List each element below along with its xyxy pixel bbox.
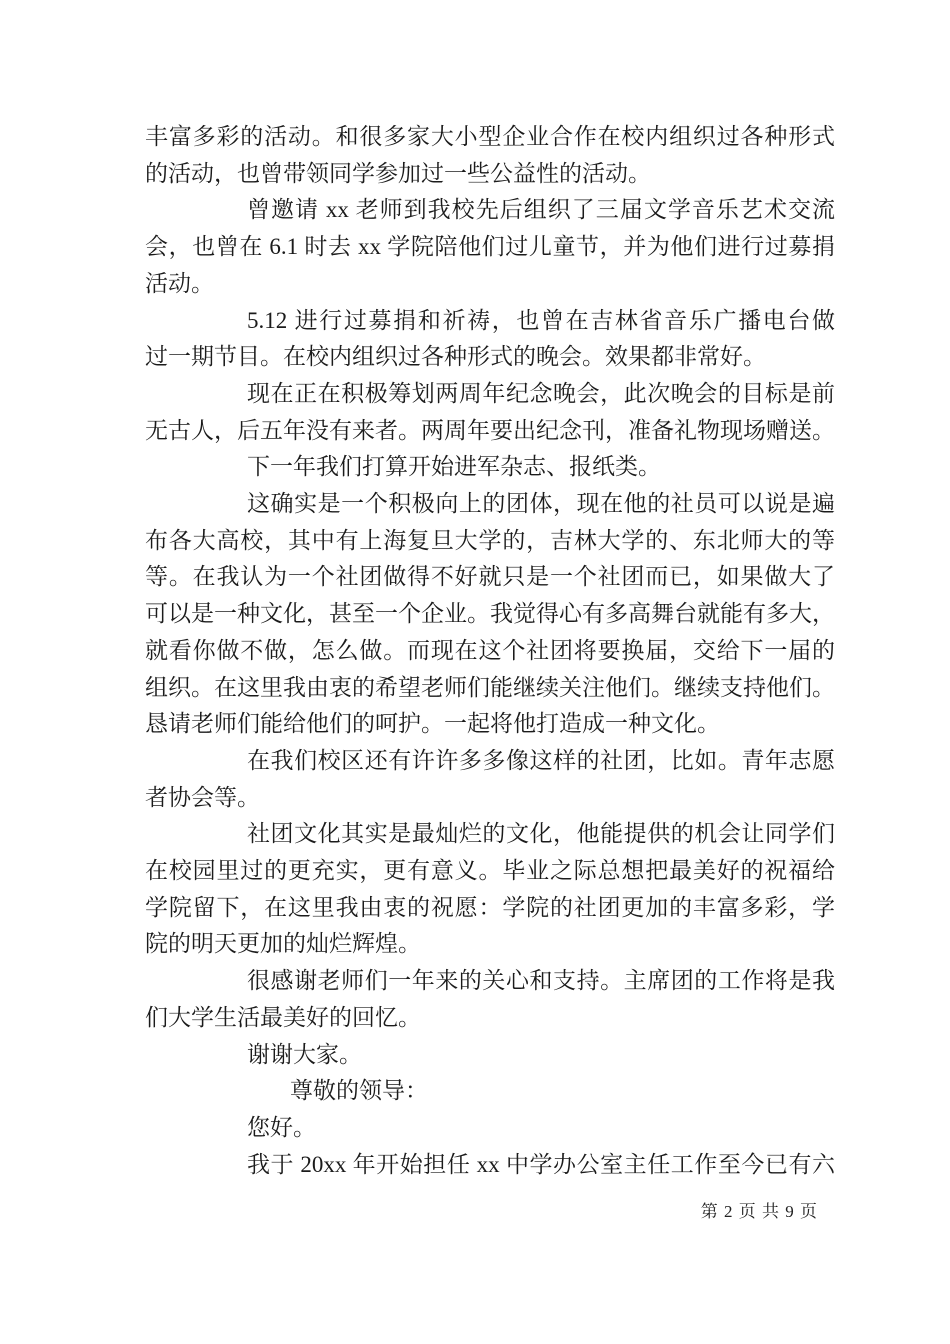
text-line: 下一年我们打算开始进军杂志、报纸类。 — [247, 454, 661, 480]
text-line: 恳请老师们能给他们的呵护。一起将他打造成一种文化。 — [145, 711, 720, 737]
text-line: 组织。在这里我由衷的希望老师们能继续关注他们。继续支持他们。 — [145, 674, 835, 700]
text-line: 会，也曾在 6.1 时去 xx 学院陪他们过儿童节，并为他们进行过募捐 — [145, 234, 835, 260]
text-line: 您好。 — [247, 1114, 316, 1140]
text-line: 这确实是一个积极向上的团体，现在他的社员可以说是遍 — [247, 491, 835, 517]
text-line: 在校园里过的更充实，更有意义。毕业之际总想把最美好的祝福给 — [145, 858, 835, 884]
page-number-indicator: 第 2 页 共 9 页 — [700, 1202, 818, 1221]
text-line: 在我们校区还有许许多多像这样的社团，比如。青年志愿 — [247, 747, 835, 773]
text-line: 可以是一种文化，甚至一个企业。我觉得心有多高舞台就能有多大， — [145, 601, 835, 627]
text-line: 学院留下，在这里我由衷的祝愿：学院的社团更加的丰富多彩，学 — [145, 894, 835, 920]
text-line: 就看你做不做，怎么做。而现在这个社团将要换届，交给下一届的 — [145, 637, 835, 663]
document-text-block — [145, 119, 835, 1183]
text-line: 们大学生活最美好的回忆。 — [145, 1004, 421, 1030]
text-line: 丰富多彩的活动。和很多家大小型企业合作在校内组织过各种形式 — [145, 124, 835, 149]
text-line: 无古人，后五年没有来者。两周年要出纪念刊，准备礼物现场赠送。 — [145, 417, 835, 443]
text-line: 5.12 进行过募捐和祈祷，也曾在吉林省音乐广播电台做 — [247, 307, 835, 333]
text-line: 现在正在积极筹划两周年纪念晚会，此次晚会的目标是前 — [247, 380, 835, 406]
text-line: 社团文化其实是最灿烂的文化，他能提供的机会让同学们 — [247, 821, 835, 847]
text-line: 活动。 — [145, 270, 214, 296]
text-line: 很感谢老师们一年来的关心和支持。主席团的工作将是我 — [247, 968, 835, 994]
text-line: 等。在我认为一个社团做得不好就只是一个社团而已，如果做大了 — [145, 564, 835, 590]
text-line: 院的明天更加的灿烂辉煌。 — [145, 931, 421, 957]
text-line: 者协会等。 — [145, 784, 260, 810]
text-line-salutation: 尊敬的领导： — [290, 1078, 428, 1104]
text-line: 布各大高校，其中有上海复旦大学的，吉林大学的、东北师大的等 — [145, 527, 835, 553]
text-line: 的活动，也曾带领同学参加过一些公益性的活动。 — [145, 160, 651, 186]
text-line: 过一期节目。在校内组织过各种形式的晚会。效果都非常好。 — [145, 344, 766, 370]
text-line: 我于 20xx 年开始担任 xx 中学办公室主任工作至今已有六 — [247, 1151, 835, 1177]
text-line: 曾邀请 xx 老师到我校先后组织了三届文学音乐艺术交流 — [247, 197, 835, 223]
text-line: 谢谢大家。 — [247, 1041, 362, 1067]
